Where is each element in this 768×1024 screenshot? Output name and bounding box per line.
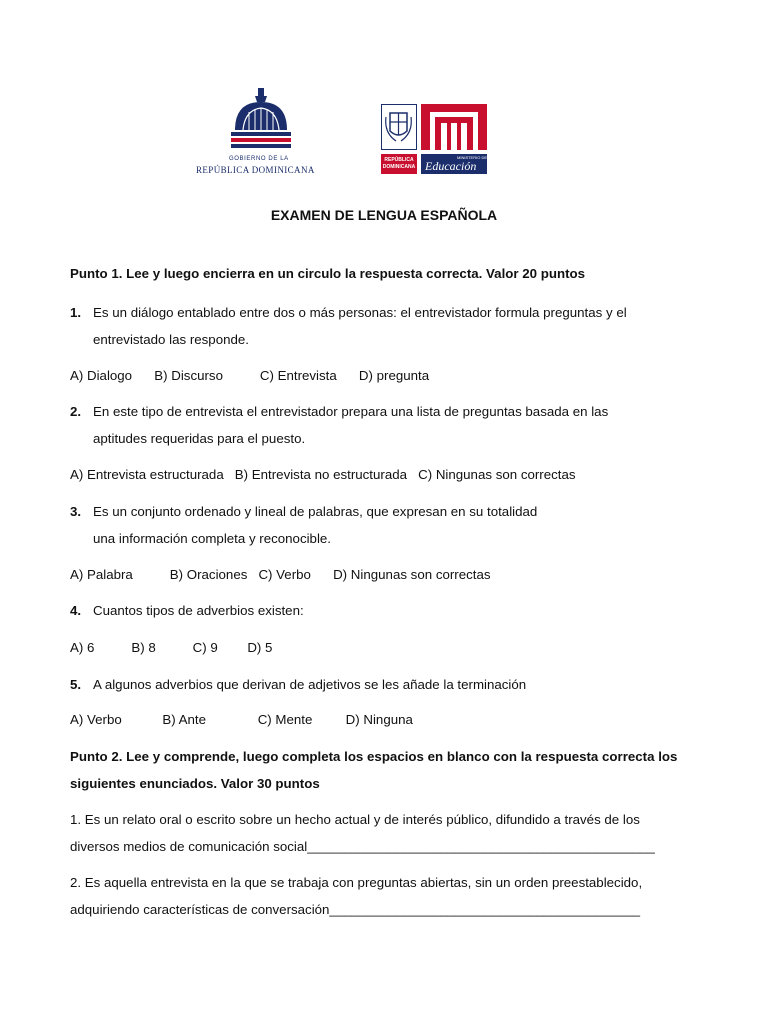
- question-text: Es un diálogo entablado entre dos o más personas: el entrevistador formula preguntas y el: [93, 305, 627, 320]
- question-text-cont: aptitudes requeridas para el puesto.: [93, 431, 306, 446]
- question-3-options: A) Palabra B) Oraciones C) Verbo D) Ningunas son correctas: [70, 567, 491, 582]
- coat-of-arms-icon: [381, 104, 417, 150]
- question-text: En este tipo de entrevista el entrevistador prepara una lista de preguntas basada en las: [93, 404, 609, 419]
- question-text: Es un conjunto ordenado y lineal de palabras, que expresan en su totalidad: [93, 504, 538, 519]
- punto2-line1: Punto 2. Lee y comprende, luego completa los espacios en blanco con la respuesta correcta los: [70, 749, 678, 764]
- school-building-icon: [421, 104, 487, 150]
- question-1-options: A) Dialogo B) Discurso C) Entrevista D) pregunta: [70, 368, 430, 383]
- exam-title: EXAMEN DE LENGUA ESPAÑOLA: [270, 207, 498, 223]
- question-4: [70, 597, 304, 624]
- enunciado-1: [70, 806, 710, 860]
- question-5: [70, 671, 526, 698]
- enunciado-text: 2. Es aquella entrevista en la que se trabaja con preguntas abiertas, sin un orden preestablecido,: [70, 875, 643, 890]
- educacion-label: [421, 154, 487, 174]
- gobierno-logo-line1: GOBIERNO DE LA: [229, 156, 289, 162]
- question-number: 5.: [70, 677, 82, 692]
- enunciado-2: [70, 869, 710, 923]
- question-text-cont: una información completa y reconocible.: [93, 531, 331, 546]
- gobierno-logo-line2: REPÚBLICA DOMINICANA: [196, 165, 315, 175]
- question-text-cont: entrevistado las responde.: [93, 332, 249, 347]
- question-number: 3.: [70, 504, 82, 519]
- question-text: Cuantos tipos de adverbios existen:: [93, 603, 304, 618]
- question-number: 1.: [70, 305, 82, 320]
- question-1: [70, 299, 627, 353]
- republica-label: REPÚBLICA DOMINICANA: [381, 154, 417, 174]
- question-text: A algunos adverbios que derivan de adjetivos se les añade la terminación: [93, 677, 527, 692]
- enunciado-blank-line: diversos medios de comunicación social_______________________________________________: [70, 839, 655, 854]
- punto1-heading: Punto 1. Lee y luego encierra en un circulo la respuesta correcta. Valor 20 puntos: [70, 266, 586, 281]
- question-5-options: A) Verbo B) Ante C) Mente D) Ninguna: [70, 712, 413, 727]
- educacion-big-label: Educación: [425, 159, 477, 173]
- ministerio-small-label: MINISTERIO DE: [457, 155, 488, 160]
- question-number: 4.: [70, 603, 82, 618]
- question-number: 2.: [70, 404, 82, 419]
- punto2-line2: siguientes enunciados. Valor 30 puntos: [70, 776, 320, 791]
- enunciado-blank-line: adquiriendo características de conversación__________________________________________: [70, 902, 641, 917]
- enunciado-text: 1. Es un relato oral o escrito sobre un hecho actual y de interés público, difundido a través de los: [70, 812, 640, 827]
- ministerio-educacion-logo: [381, 104, 489, 176]
- gobierno-logo: [196, 88, 326, 180]
- question-4-options: A) 6 B) 8 C) 9 D) 5: [70, 640, 273, 655]
- question-2: [70, 398, 608, 452]
- question-3: [70, 498, 537, 552]
- question-2-options: A) Entrevista estructurada B) Entrevista no estructurada C) Ningunas son correctas: [70, 467, 576, 482]
- capitol-dome-icon: [229, 88, 293, 150]
- punto2-heading: [70, 743, 710, 797]
